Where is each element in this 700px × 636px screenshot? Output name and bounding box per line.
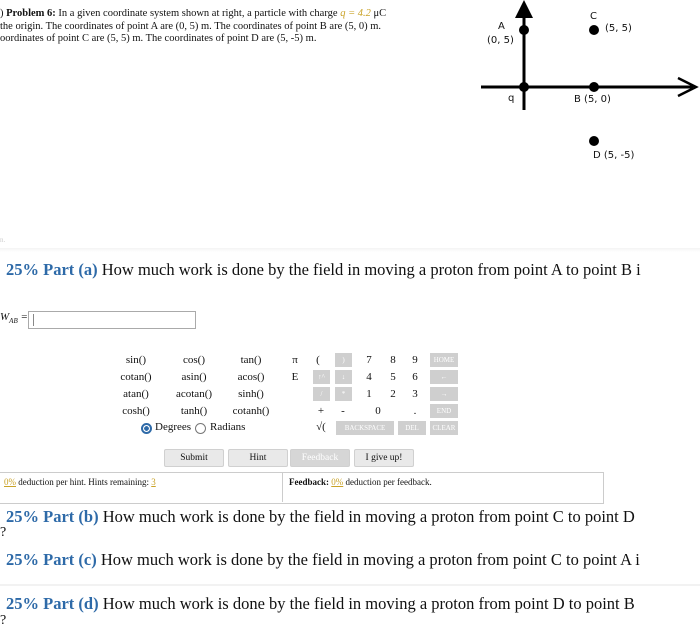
label-d: D (5, -5) [593, 150, 635, 161]
answer-subscript: AB [9, 317, 18, 326]
key-8[interactable]: 8 [390, 354, 396, 366]
hint-deduction-pct: 0% [4, 477, 16, 487]
key-home[interactable]: HOME [430, 353, 458, 367]
label-a-coords: (0, 5) [487, 35, 514, 46]
key-multiply[interactable]: * [335, 387, 352, 401]
submit-button[interactable]: Submit [164, 449, 224, 467]
key-5[interactable]: 5 [390, 371, 396, 383]
hint-button[interactable]: Hint [228, 449, 288, 467]
charge-value: q = 4.2 [340, 8, 371, 19]
degrees-label: Degrees [155, 421, 192, 433]
key-sin[interactable]: sin() [125, 354, 147, 366]
answer-input[interactable] [28, 311, 196, 329]
key-cotanh[interactable]: cotanh() [232, 405, 270, 417]
origin-dot [519, 82, 529, 92]
section-divider-2 [0, 584, 700, 586]
part-b-question: How much work is done by the field in moving a proton from point C to point D [102, 507, 635, 526]
part-d-percent: 25% [6, 594, 39, 613]
key-4[interactable]: 4 [366, 371, 372, 383]
part-d-header [6, 594, 635, 614]
problem-title: Problem 6: [6, 8, 56, 19]
key-down[interactable]: ↓ [335, 370, 352, 384]
problem-prefix: ) [0, 8, 7, 19]
key-acos[interactable]: acos() [237, 371, 265, 383]
feedback-info-label: Feedback: [289, 477, 329, 487]
key-sqrt[interactable]: √( [316, 421, 326, 433]
part-c-question: How much work is done by the field in moving a proton from point C to point A i [100, 550, 640, 569]
hint-info-text: deduction per hint. Hints remaining: [16, 477, 152, 487]
key-tanh[interactable]: tanh() [180, 405, 208, 417]
key-delete[interactable]: DEL [398, 421, 426, 435]
key-sinh[interactable]: sinh() [238, 388, 264, 400]
give-up-button[interactable]: I give up! [354, 449, 414, 467]
key-7[interactable]: 7 [366, 354, 372, 366]
key-tan[interactable]: tan() [240, 354, 262, 366]
backspace-key[interactable]: BACKSPACE [336, 421, 394, 435]
part-a-percent: 25% [6, 260, 39, 279]
key-2[interactable]: 2 [390, 388, 396, 400]
key-cosh[interactable]: cosh() [122, 405, 150, 417]
part-b-percent: 25% [6, 507, 39, 526]
part-b-header [6, 507, 635, 527]
left-fragment: n. [0, 236, 6, 244]
key-clear[interactable]: CLEAR [430, 421, 458, 435]
key-right-paren[interactable]: ) [335, 353, 352, 367]
charge-unit: μC [370, 8, 387, 19]
feedback-deduction-pct: 0% [331, 477, 344, 487]
text-caret [33, 314, 34, 326]
part-a-label: Part (a) [43, 260, 98, 279]
point-c-dot [589, 25, 599, 35]
point-b-dot [589, 82, 599, 92]
part-c-percent: 25% [6, 550, 39, 569]
key-e[interactable]: E [291, 371, 299, 383]
label-c-coords: (5, 5) [605, 23, 632, 34]
key-asin[interactable]: asin() [181, 371, 207, 383]
key-arrow-left[interactable]: ← [430, 370, 458, 384]
key-plus[interactable]: + [317, 405, 325, 417]
hints-remaining: 3 [151, 477, 156, 487]
key-minus[interactable]: - [341, 405, 345, 417]
key-end[interactable]: END [430, 404, 458, 418]
label-b: B (5, 0) [574, 94, 611, 105]
key-left-paren[interactable]: ( [316, 354, 320, 366]
key-arrow-right[interactable]: → [430, 387, 458, 401]
problem-line-3: oordinates of point C are (5, 5) m. The coordinates of point D are (5, -5) m. [0, 33, 317, 44]
part-d-continuation: ? [0, 613, 7, 628]
part-d-label: Part (d) [43, 594, 99, 613]
key-divide[interactable]: / [313, 387, 330, 401]
answer-label [0, 311, 28, 325]
hint-feedback-divider [282, 472, 283, 502]
key-0[interactable]: 0 [375, 405, 381, 417]
point-d-dot [589, 136, 599, 146]
key-decimal[interactable]: . [413, 405, 417, 417]
key-3[interactable]: 3 [412, 388, 418, 400]
part-b-continuation: ? [0, 525, 7, 540]
key-9[interactable]: 9 [412, 354, 418, 366]
part-a-question: How much work is done by the field in moving a proton from point A to point B i [101, 260, 641, 279]
problem-line-2: the origin. The coordinates of point A are (0, 5) m. The coordinates of point B are (5, 0) m. [0, 21, 382, 32]
feedback-info-text: deduction per feedback. [343, 477, 432, 487]
section-divider [0, 248, 700, 252]
answer-var: W [0, 311, 10, 323]
part-a-header [6, 260, 641, 280]
part-d-question: How much work is done by the field in moving a proton from point D to point B [102, 594, 635, 613]
part-b-label: Part (b) [43, 507, 99, 526]
key-atan[interactable]: atan() [123, 388, 149, 400]
key-cos[interactable]: cos() [183, 354, 205, 366]
problem-text: In a given coordinate system shown at right, a particle with charge [55, 8, 341, 19]
degrees-radio[interactable] [141, 423, 152, 434]
feedback-info [289, 477, 432, 487]
answer-equals: = [17, 311, 28, 323]
key-acotan[interactable]: acotan() [175, 388, 213, 400]
key-cotan[interactable]: cotan() [120, 371, 152, 383]
coordinate-figure [478, 0, 700, 170]
part-c-label: Part (c) [43, 550, 97, 569]
label-c-letter: C [590, 11, 597, 22]
key-power[interactable]: ↑^ [313, 370, 330, 384]
label-a-letter: A [498, 21, 505, 32]
problem-line-1 [0, 8, 386, 19]
feedback-button[interactable]: Feedback [290, 449, 350, 467]
y-axis-arrow-icon [515, 0, 533, 18]
hint-info [4, 477, 156, 487]
key-1[interactable]: 1 [366, 388, 372, 400]
label-q: q [508, 93, 515, 104]
point-a-dot [519, 25, 529, 35]
key-6[interactable]: 6 [412, 371, 418, 383]
radians-radio[interactable] [195, 423, 206, 434]
radians-label: Radians [210, 421, 246, 433]
part-c-header [6, 550, 640, 570]
key-pi[interactable]: π [292, 354, 298, 366]
